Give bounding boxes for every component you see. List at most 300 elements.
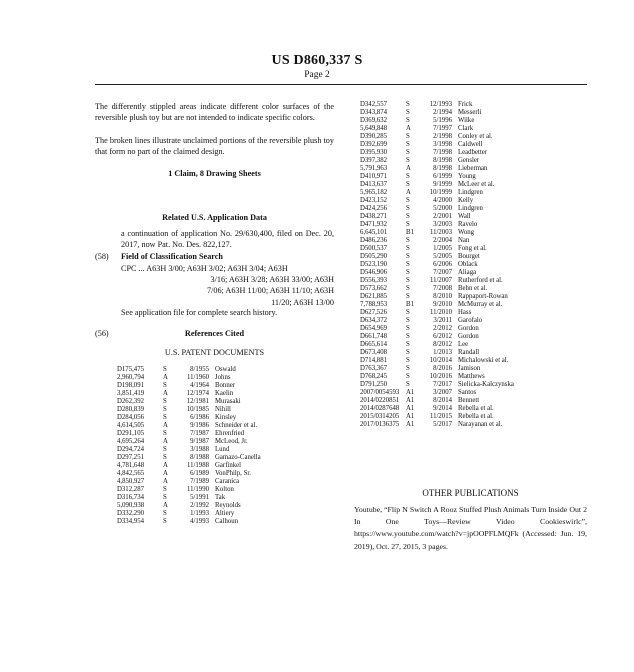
ref-inventor: Garofalo [458, 317, 483, 324]
ref-date: 12/1974 [186, 390, 209, 397]
ref-number: 2017/0136375 [360, 421, 400, 428]
reference-row [117, 454, 337, 462]
header-rule [95, 84, 587, 85]
ref-date: 5/2005 [433, 253, 452, 260]
cpc-line-2: 3/16; A63H 3/28; A63H 33/00; A63H [210, 275, 334, 285]
ref-date: 1/2013 [433, 349, 452, 356]
ref-number: D175,475 [117, 366, 144, 373]
ref-date: 2/1998 [433, 133, 452, 140]
ref-kind: S [163, 446, 167, 453]
ref-inventor: Leadbetter [458, 149, 488, 156]
ref-number: D392,699 [360, 141, 387, 148]
ref-kind: S [406, 261, 410, 268]
ref-number: D500,537 [360, 245, 387, 252]
ref-date: 6/1999 [433, 173, 452, 180]
ref-kind: A [163, 502, 168, 509]
ref-number: D390,285 [360, 133, 387, 140]
ref-number: D438,271 [360, 213, 387, 220]
see-also: See application file for complete search history. [121, 308, 278, 317]
reference-row [117, 374, 337, 382]
ref-date: 10/1999 [429, 189, 452, 196]
reference-row [360, 333, 587, 341]
reference-row [360, 421, 587, 429]
ref-inventor: Johns [215, 374, 231, 381]
ref-kind: A1 [406, 389, 415, 396]
ref-date: 4/1993 [190, 518, 209, 525]
reference-row [117, 390, 337, 398]
ref-kind: A1 [406, 397, 415, 404]
ref-inventor: Kaelin [215, 390, 234, 397]
ref-date: 4/2000 [433, 197, 452, 204]
ref-inventor: Lieberman [458, 165, 488, 172]
ref-kind: S [163, 382, 167, 389]
ref-kind: A1 [406, 421, 415, 428]
ref-kind: S [406, 293, 410, 300]
ref-number: D413,637 [360, 181, 387, 188]
ref-inventor: Fong et al. [458, 245, 487, 252]
reference-row [360, 405, 587, 413]
reference-row [117, 462, 337, 470]
patent-number: US D860,337 S [271, 53, 363, 68]
reference-row [360, 341, 587, 349]
ref-number: D395,930 [360, 149, 387, 156]
ref-kind: S [406, 325, 410, 332]
ref-date: 5/1991 [190, 494, 209, 501]
reference-row [117, 518, 337, 526]
ref-date: 4/1964 [190, 382, 209, 389]
ref-kind: S [163, 398, 167, 405]
ref-number: D343,874 [360, 109, 387, 116]
ref-kind: S [163, 430, 167, 437]
ref-inventor: Schneider et al. [215, 422, 258, 429]
cpc-line-3: 7/06; A63H 11/00; A63H 11/10; A63H [207, 286, 334, 296]
related-heading: Related U.S. Application Data [162, 213, 267, 222]
ref-inventor: Clark [458, 125, 474, 132]
reference-row [117, 414, 337, 422]
ref-date: 6/1986 [190, 414, 209, 421]
ref-number: D673,408 [360, 349, 387, 356]
ref-kind: A [163, 478, 168, 485]
ref-kind: S [406, 245, 410, 252]
reference-row [117, 382, 337, 390]
ref-date: 9/1986 [190, 422, 209, 429]
description-para-2: The broken lines illustrate unclaimed portions of the reversible plush toy that form no part of the claimed design. [95, 136, 334, 157]
ref-number: D423,152 [360, 197, 387, 204]
ref-number: 6,645,101 [360, 229, 388, 236]
ref-kind: S [406, 253, 410, 260]
reference-row [360, 205, 587, 213]
reference-row [360, 261, 587, 269]
ref-inventor: Ravelo [458, 221, 478, 228]
ref-date: 11/1960 [186, 374, 209, 381]
ref-date: 8/1955 [190, 366, 209, 373]
ref-date: 10/1985 [186, 406, 209, 413]
reference-row [360, 149, 587, 157]
ref-kind: S [406, 117, 410, 124]
ref-number: 2007/0054593 [360, 389, 400, 396]
ref-inventor: Lindgren [458, 205, 483, 212]
reference-row [117, 470, 337, 478]
ref-kind: A1 [406, 405, 415, 412]
ref-kind: A [163, 438, 168, 445]
ref-kind: S [406, 285, 410, 292]
reference-row [360, 325, 587, 333]
field-code: (58) [95, 252, 109, 261]
ref-inventor: VonPhilp, Sr. [215, 470, 251, 477]
ref-inventor: Tak [215, 494, 226, 501]
reference-row [360, 381, 587, 389]
ref-number: D471,932 [360, 221, 387, 228]
reference-row [360, 253, 587, 261]
reference-row [360, 349, 587, 357]
ref-kind: S [406, 349, 410, 356]
ref-kind: S [406, 269, 410, 276]
ref-inventor: Gensler [458, 157, 480, 164]
ref-kind: S [163, 454, 167, 461]
ref-number: D523,190 [360, 261, 387, 268]
ref-inventor: Lund [215, 446, 230, 453]
ref-date: 11/1988 [186, 462, 209, 469]
page-label: Page 2 [304, 70, 330, 80]
reference-row [360, 301, 587, 309]
reference-row [117, 422, 337, 430]
ref-number: D661,748 [360, 333, 387, 340]
cpc-label: CPC [121, 264, 137, 273]
ref-date: 2/1992 [190, 502, 209, 509]
ref-inventor: Narayanan et al. [458, 421, 503, 428]
ref-inventor: McMurray et al. [458, 301, 503, 308]
ref-kind: S [406, 205, 410, 212]
reference-row [360, 189, 587, 197]
ref-inventor: Aliaga [458, 269, 477, 276]
ref-date: 7/1987 [190, 430, 209, 437]
ref-kind: B1 [406, 229, 414, 236]
ref-number: 4,842,565 [117, 470, 145, 477]
ref-inventor: Ehrenfried [215, 430, 245, 437]
reference-row [117, 438, 337, 446]
ref-inventor: Jamison [458, 365, 481, 372]
ref-inventor: Messerli [458, 109, 482, 116]
reference-row [360, 181, 587, 189]
ref-inventor: Calhoun [215, 518, 239, 525]
ref-date: 8/2012 [433, 341, 452, 348]
references-table-left [117, 366, 337, 526]
reference-row [117, 494, 337, 502]
ref-inventor: Kelly [458, 197, 474, 204]
ref-kind: S [406, 149, 410, 156]
ref-inventor: Gordon [458, 333, 479, 340]
ref-number: D294,724 [117, 446, 144, 453]
ref-number: D369,632 [360, 117, 387, 124]
reference-row [117, 502, 337, 510]
ref-date: 10/2014 [429, 357, 452, 364]
ref-date: 9/1999 [433, 181, 452, 188]
ref-kind: A [163, 374, 168, 381]
reference-row [360, 101, 587, 109]
ref-date: 3/1988 [190, 446, 209, 453]
description-para-1: The differently stippled areas indicate different color surfaces of the reversible plush toy but are not intended to indicate specific colors. [95, 102, 334, 123]
ref-inventor: Bennett [458, 397, 480, 404]
references-heading: References Cited [184, 329, 245, 338]
ref-kind: B1 [406, 301, 414, 308]
ref-kind: S [406, 237, 410, 244]
ref-date: 7/1998 [433, 149, 452, 156]
ref-kind: S [163, 414, 167, 421]
cpc-line-1: ... A63H 3/00; A63H 3/02; A63H 3/04; A63H [138, 264, 288, 273]
ref-number: D397,382 [360, 157, 387, 164]
ref-kind: S [163, 486, 167, 493]
ref-kind: S [163, 510, 167, 517]
reference-row [360, 309, 587, 317]
ref-inventor: Sielicka-Kalczynska [458, 381, 514, 388]
ref-inventor: Bonner [215, 382, 236, 389]
ref-number: D334,954 [117, 518, 144, 525]
cpc-block [121, 263, 334, 308]
reference-row [360, 245, 587, 253]
ref-number: D621,885 [360, 293, 387, 300]
ref-number: D297,251 [117, 454, 144, 461]
reference-row [117, 398, 337, 406]
ref-number: 2015/0314205 [360, 413, 400, 420]
ref-number: D763,367 [360, 365, 387, 372]
ref-inventor: McLeer et al. [458, 181, 495, 188]
ref-inventor: Bourget [458, 253, 480, 260]
ref-kind: S [406, 213, 410, 220]
ref-inventor: Garfinkel [215, 462, 242, 469]
ref-kind: S [406, 221, 410, 228]
ref-date: 8/2014 [433, 397, 452, 404]
ref-number: D627,526 [360, 309, 387, 316]
ref-kind: A [163, 462, 168, 469]
ref-kind: S [406, 357, 410, 364]
reference-row [360, 125, 587, 133]
reference-row [360, 293, 587, 301]
ref-date: 8/2016 [433, 365, 452, 372]
ref-inventor: Reynolds [215, 502, 241, 509]
ref-number: 2014/0220851 [360, 397, 400, 404]
ref-number: D198,091 [117, 382, 144, 389]
reference-row [360, 397, 587, 405]
reference-row [360, 357, 587, 365]
reference-row [360, 165, 587, 173]
ref-date: 2/1994 [433, 109, 452, 116]
ref-kind: A1 [406, 413, 415, 420]
ref-number: D546,906 [360, 269, 387, 276]
ref-kind: S [406, 317, 410, 324]
references-code: (56) [95, 329, 109, 338]
ref-number: 4,695,264 [117, 438, 145, 445]
ref-date: 12/1981 [186, 398, 209, 405]
reference-row [360, 317, 587, 325]
ref-kind: S [406, 309, 410, 316]
ref-inventor: Rutherford et al. [458, 277, 503, 284]
ref-date: 11/1990 [186, 486, 209, 493]
ref-kind: S [406, 277, 410, 284]
reference-row [117, 446, 337, 454]
ref-date: 11/2003 [429, 229, 452, 236]
ref-number: 5,649,848 [360, 125, 388, 132]
ref-date: 2/2012 [433, 325, 452, 332]
ref-number: D486,236 [360, 237, 387, 244]
other-publications-heading: OTHER PUBLICATIONS [422, 488, 519, 498]
reference-row [117, 366, 337, 374]
ref-kind: A [406, 165, 411, 172]
reference-row [360, 141, 587, 149]
ref-date: 3/2007 [433, 389, 452, 396]
claims-summary: 1 Claim, 8 Drawing Sheets [168, 169, 261, 178]
ref-number: 2014/0287648 [360, 405, 400, 412]
reference-row [360, 221, 587, 229]
ref-inventor: Oblack [458, 261, 478, 268]
us-patent-docs-heading: U.S. PATENT DOCUMENTS [164, 348, 265, 357]
ref-date: 8/1998 [433, 157, 452, 164]
ref-date: 9/1987 [190, 438, 209, 445]
ref-date: 5/1996 [433, 117, 452, 124]
reference-row [360, 109, 587, 117]
ref-number: D634,372 [360, 317, 387, 324]
ref-number: D665,614 [360, 341, 387, 348]
reference-row [117, 478, 337, 486]
ref-number: D768,245 [360, 373, 387, 380]
ref-inventor: Lee [458, 341, 469, 348]
ref-kind: S [406, 373, 410, 380]
ref-date: 8/1988 [190, 454, 209, 461]
ref-date: 3/2011 [433, 317, 452, 324]
ref-date: 2/2004 [433, 237, 452, 244]
ref-kind: S [406, 157, 410, 164]
ref-number: D284,056 [117, 414, 144, 421]
ref-inventor: Michalowski et al. [458, 357, 509, 364]
ref-date: 3/2003 [433, 221, 452, 228]
ref-kind: A [406, 125, 411, 132]
ref-kind: S [406, 109, 410, 116]
reference-row [360, 197, 587, 205]
ref-inventor: Caldwell [458, 141, 483, 148]
ref-date: 3/1998 [433, 141, 452, 148]
ref-kind: S [406, 101, 410, 108]
ref-inventor: Gamazo-Canella [215, 454, 261, 461]
ref-date: 11/2015 [429, 413, 452, 420]
ref-number: D342,557 [360, 101, 387, 108]
ref-kind: S [163, 494, 167, 501]
ref-kind: S [406, 181, 410, 188]
reference-row [360, 173, 587, 181]
ref-number: 5,090,938 [117, 502, 145, 509]
ref-inventor: McLeod, Jr. [215, 438, 248, 445]
ref-inventor: Young [458, 173, 476, 180]
ref-inventor: Murasaki [215, 398, 241, 405]
ref-inventor: Oswald [215, 366, 236, 373]
ref-kind: S [406, 365, 410, 372]
ref-date: 7/2007 [433, 269, 452, 276]
ref-date: 7/1997 [433, 125, 452, 132]
ref-date: 1/1993 [190, 510, 209, 517]
ref-date: 12/1993 [429, 101, 452, 108]
ref-number: D262,392 [117, 398, 144, 405]
ref-inventor: Wall [458, 213, 471, 220]
reference-row [360, 277, 587, 285]
ref-date: 11/2007 [429, 277, 452, 284]
reference-row [117, 430, 337, 438]
ref-inventor: Kolton [215, 486, 234, 493]
ref-inventor: Frick [458, 101, 473, 108]
ref-number: D505,290 [360, 253, 387, 260]
ref-inventor: Rappaport-Rowan [458, 293, 508, 300]
ref-inventor: Randall [458, 349, 480, 356]
ref-kind: S [163, 406, 167, 413]
ref-kind: S [406, 133, 410, 140]
ref-inventor: Matthews [458, 373, 485, 380]
ref-number: D714,881 [360, 357, 387, 364]
ref-date: 6/2006 [433, 261, 452, 268]
ref-date: 5/2000 [433, 205, 452, 212]
ref-number: 4,614,505 [117, 422, 145, 429]
ref-inventor: Nan [458, 237, 470, 244]
ref-number: D291,105 [117, 430, 144, 437]
ref-kind: A [163, 422, 168, 429]
other-publications-text: Youtube, “Flip N Switch A Rooz Stuffed Plush Animals Turn Inside Out 2 In One Toys—Review Video Cookieswirlc”, https://www.youtube.com/watch?v=jpOOPFLMQFk (Accessed: Jun. 19, 2019), Oct. 27, 2015, 3 pages. [354, 505, 587, 551]
ref-date: 10/2016 [429, 373, 452, 380]
ref-number: D410,971 [360, 173, 387, 180]
ref-inventor: Kinsley [215, 414, 237, 421]
ref-date: 5/2017 [433, 421, 452, 428]
ref-kind: S [163, 518, 167, 525]
reference-row [360, 285, 587, 293]
ref-kind: S [406, 141, 410, 148]
ref-date: 6/1989 [190, 470, 209, 477]
ref-date: 1/2005 [433, 245, 452, 252]
ref-number: D280,839 [117, 406, 144, 413]
ref-kind: S [406, 341, 410, 348]
ref-inventor: Rebella et al. [458, 405, 494, 412]
ref-date: 7/2008 [433, 285, 452, 292]
reference-row [360, 213, 587, 221]
ref-number: D312,287 [117, 486, 144, 493]
ref-kind: S [406, 381, 410, 388]
ref-number: 4,781,648 [117, 462, 145, 469]
ref-inventor: Wong [458, 229, 475, 236]
ref-number: 5,965,182 [360, 189, 388, 196]
ref-inventor: Caranica [215, 478, 240, 485]
ref-number: D654,969 [360, 325, 387, 332]
ref-kind: A [406, 189, 411, 196]
cpc-line-4: 11/20; A63H 13/00 [271, 297, 334, 307]
reference-row [360, 157, 587, 165]
ref-inventor: Lindgren [458, 189, 483, 196]
ref-number: 2,960,794 [117, 374, 145, 381]
ref-inventor: Rebella et al. [458, 413, 494, 420]
ref-kind: A [163, 470, 168, 477]
ref-number: 7,788,953 [360, 301, 388, 308]
ref-date: 7/1989 [190, 478, 209, 485]
related-text: a continuation of application No. 29/630,400, filed on Dec. 20, 2017, now Pat. No. Des. 822,127. [121, 229, 334, 250]
ref-inventor: Hass [458, 309, 472, 316]
ref-kind: S [406, 173, 410, 180]
reference-row [117, 510, 337, 518]
reference-row [360, 413, 587, 421]
field-heading: Field of Classification Search [121, 252, 223, 261]
ref-kind: S [406, 197, 410, 204]
ref-number: D573,662 [360, 285, 387, 292]
reference-row [360, 373, 587, 381]
ref-date: 2/2001 [433, 213, 452, 220]
reference-row [360, 389, 587, 397]
ref-number: D332,290 [117, 510, 144, 517]
ref-kind: A [163, 390, 168, 397]
ref-date: 8/1998 [433, 165, 452, 172]
ref-inventor: Gordon [458, 325, 479, 332]
ref-number: D316,734 [117, 494, 144, 501]
